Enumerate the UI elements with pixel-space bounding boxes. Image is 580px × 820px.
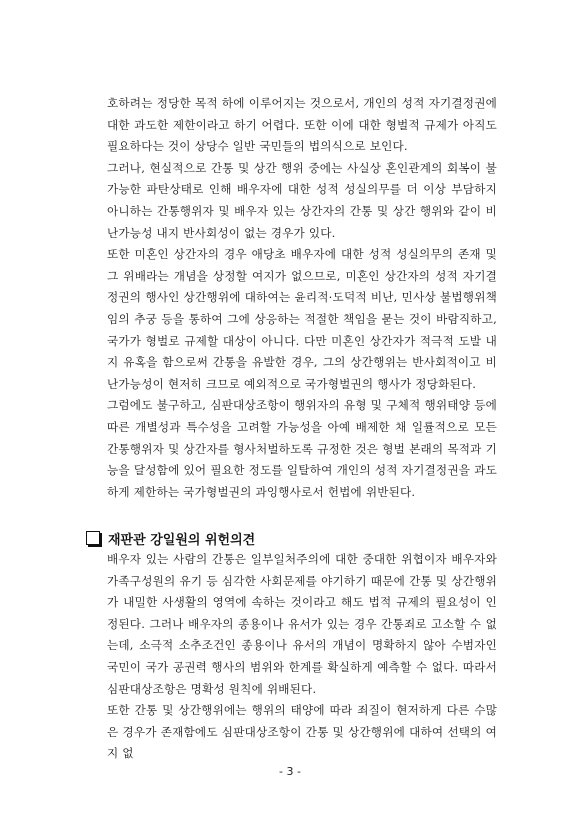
section-heading	[86, 527, 255, 549]
paragraph: 그러나, 현실적으로 간통 및 상간 행위 중에는 사실상 혼인관계의 회복이 불가능한 파탄상태로 인해 배우자에 대한 성적 성실의무를 더 이상 부담하지 아니하는 간통행위자 및 배우자 있는 상간자의 간통 및 상간 행위와 같이 비난가능성 내지 반사회성이 없는 경우가 있다.	[107, 160, 497, 240]
section-body	[107, 93, 497, 503]
paragraph: 또한 미혼인 상간자의 경우 애당초 배우자에 대한 성적 성실의무의 존재 및 그 위배라는 개념을 상정할 여지가 없으므로, 미혼인 상간자의 성적 자기결정권의 행사인 상간행위에 대하여는 윤리적·도덕적 비난, 민사상 불법행위책임의 추궁 등을 통하여 그에 상응하는 적절한 책임을 묻는 것이 바람직하고, 국가가 형벌로 규제할 대상이 아니다. 다만 미혼인 상간자가 적극적 도발 내지 유혹을 함으로써 간통을 유발한 경우, 그의 상간행위는 반사회적이고 비난가능성이 현저히 크므로 예외적으로 국가형벌권의 행사가 정당화된다.	[107, 247, 497, 391]
paragraph: 또한 간통 및 상간행위에는 행위의 태양에 따라 죄질이 현저하게 다른 수많은 경우가 존재함에도 심판대상조항이 간통 및 상간행위에 대하여 선택의 여지 없	[107, 703, 497, 761]
page-number: - 3 -	[279, 765, 301, 778]
paragraph: 호하려는 정당한 목적 하에 이루어지는 것으로서, 개인의 성적 자기결정권에 대한 과도한 제한이라고 하기 어렵다. 또한 이에 대한 형벌적 규제가 아직도 필요하다는 것이 상당수 일반 국민들의 법의식으로 보인다.	[107, 96, 497, 154]
paragraph: 배우자 있는 사람의 간통은 일부일처주의에 대한 중대한 위협이자 배우자와 가족구성원의 유기 등 심각한 사회문제를 야기하기 때문에 간통 및 상간행위가 내밀한 사생활의 영역에 속하는 것이라고 해도 법적 규제의 필요성이 인정된다. 그러나 배우자의 종용이나 유서가 있는 경우 간통죄로 고소할 수 없는데, 소극적 소추조건인 종용이나 유서의 개념이 명확하지 않아 수범자인 국민이 국가 공권력 행사의 범위와 한계를 확실하게 예측할 수 없다. 따라서 심판대상조항은 명확성 원칙에 위배된다.	[107, 552, 497, 696]
section-heading-text: 재판관 강일원의 위헌의견	[108, 532, 256, 548]
checkbox-square-icon	[86, 531, 100, 545]
section-body	[107, 549, 497, 765]
paragraph: 그럼에도 불구하고, 심판대상조항이 행위자의 유형 및 구체적 행위태양 등에 따른 개별성과 특수성을 고려할 가능성을 아예 배제한 채 일률적으로 모든 간통행위자 및 상간자를 형사처벌하도록 규정한 것은 형벌 본래의 목적과 기능을 달성함에 있어 필요한 정도를 일탈하여 개인의 성적 자기결정권을 과도하게 제한하는 국가형벌권의 과잉행사로서 헌법에 위반된다.	[107, 398, 497, 499]
